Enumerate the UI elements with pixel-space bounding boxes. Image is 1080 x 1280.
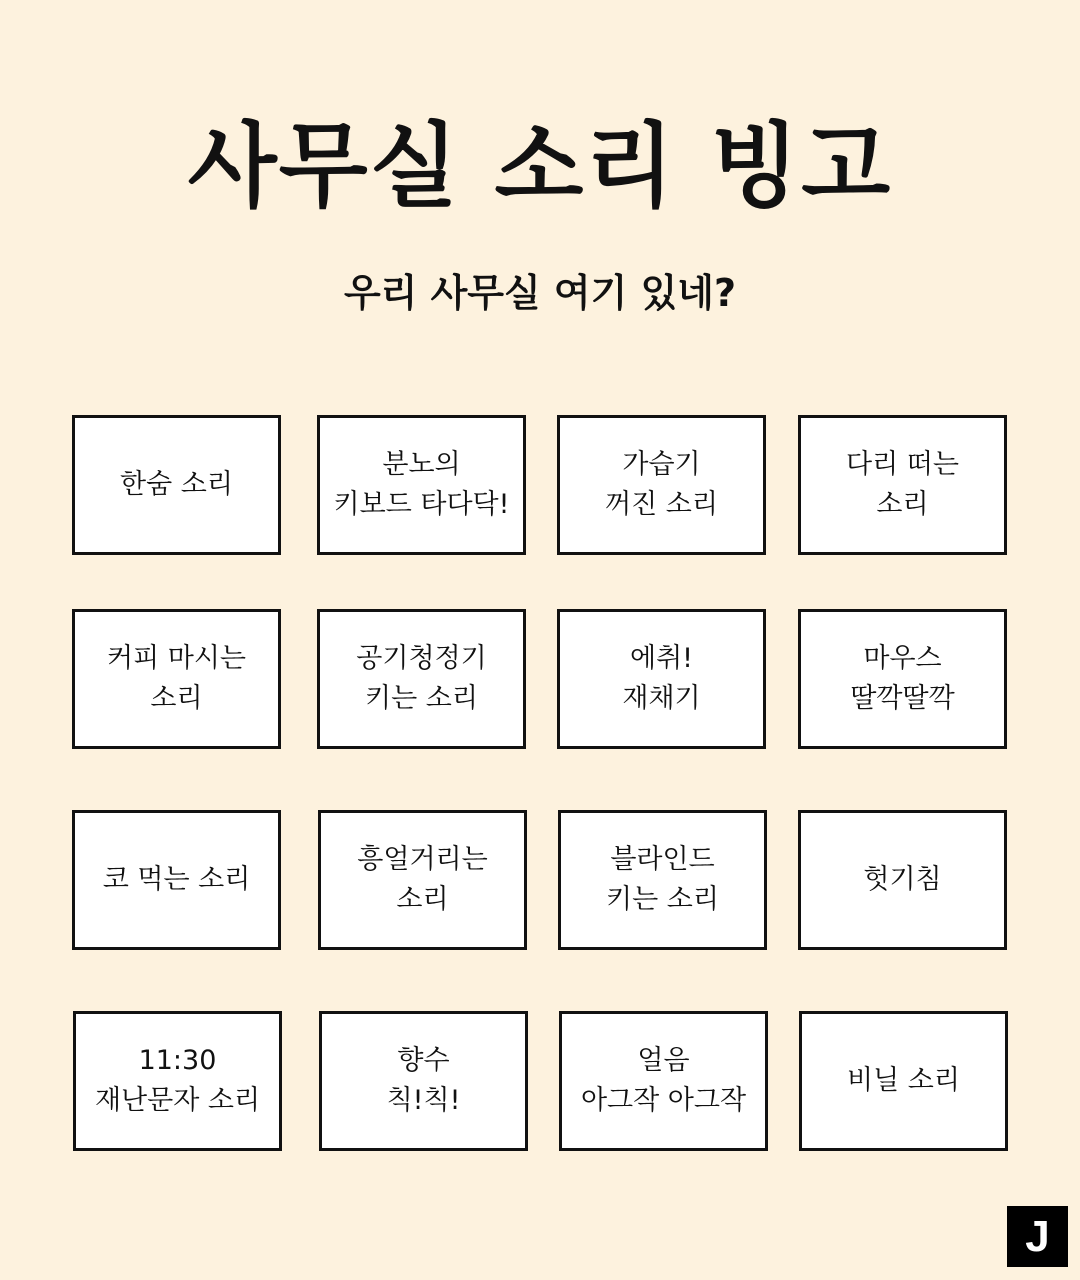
- bingo-cell[interactable]: 공기청정기 키는 소리: [317, 609, 526, 749]
- bingo-cell[interactable]: 한숨 소리: [72, 415, 281, 555]
- bingo-cell[interactable]: 향수 칙!칙!: [319, 1011, 528, 1151]
- brand-logo: J: [1007, 1206, 1068, 1267]
- bingo-cell[interactable]: 분노의 키보드 타다닥!: [317, 415, 526, 555]
- bingo-cell[interactable]: 가습기 꺼진 소리: [557, 415, 766, 555]
- bingo-cell[interactable]: 코 먹는 소리: [72, 810, 281, 950]
- bingo-cell[interactable]: 커피 마시는 소리: [72, 609, 281, 749]
- bingo-cell[interactable]: 에취! 재채기: [557, 609, 766, 749]
- bingo-cell[interactable]: 비닐 소리: [799, 1011, 1008, 1151]
- bingo-cell[interactable]: 블라인드 키는 소리: [558, 810, 767, 950]
- bingo-cell[interactable]: 마우스 딸깍딸깍: [798, 609, 1007, 749]
- bingo-cell[interactable]: 11:30 재난문자 소리: [73, 1011, 282, 1151]
- bingo-cell[interactable]: 흥얼거리는 소리: [318, 810, 527, 950]
- bingo-cell[interactable]: 다리 떠는 소리: [798, 415, 1007, 555]
- page-subtitle: 우리 사무실 여기 있네?: [343, 271, 737, 315]
- bingo-cell[interactable]: 헛기침: [798, 810, 1007, 950]
- page-title: 사무실 소리 빙고: [187, 113, 893, 220]
- bingo-cell[interactable]: 얼음 아그작 아그작: [559, 1011, 768, 1151]
